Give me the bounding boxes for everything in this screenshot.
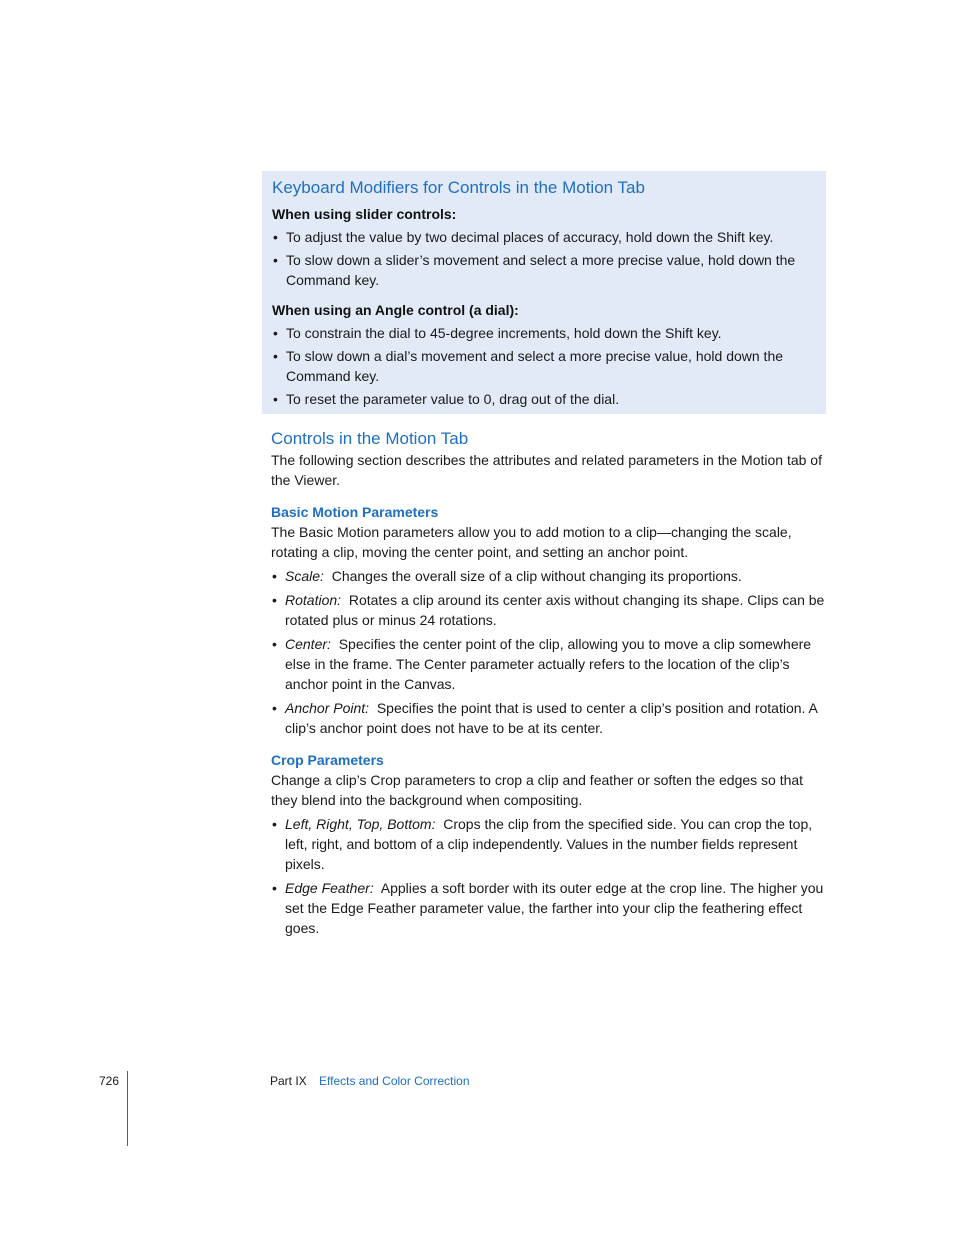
main-content — [271, 428, 827, 938]
list-item — [271, 814, 827, 874]
slider-controls-list — [272, 227, 816, 290]
keyboard-modifiers-sidebar — [262, 171, 826, 414]
section-title: Controls in the Motion Tab — [271, 429, 469, 448]
crop-heading: Crop Parameters — [271, 752, 384, 768]
part-label: Part IX — [270, 1074, 307, 1088]
term-sides: Left, Right, Top, Bottom: — [285, 816, 436, 832]
list-item: • To adjust the value by two decimal places of accuracy, hold down the Shift key. — [272, 227, 816, 247]
part-title-link[interactable]: Effects and Color Correction — [319, 1074, 470, 1088]
page-number: 726 — [99, 1074, 120, 1088]
list-item: • To reset the parameter value to 0, drag out of the dial. — [272, 389, 816, 409]
term-center: Center: — [285, 636, 331, 652]
desc-edge-feather: Applies a soft border with its outer edge at the crop line. The higher you set the Edge Feather parameter value, the farther into your clip the feathering effect goes. — [285, 880, 824, 936]
term-edge-feather: Edge Feather: — [285, 880, 374, 896]
crop-intro: Change a clip’s Crop parameters to crop a clip and feather or soften the edges so that they blend into the background when compositing. — [271, 772, 804, 808]
list-item: • To constrain the dial to 45-degree increments, hold down the Shift key. — [272, 323, 816, 343]
basic-motion-heading: Basic Motion Parameters — [271, 504, 439, 520]
list-item: • To slow down a dial’s movement and select a more precise value, hold down the Command key. — [272, 346, 816, 386]
term-anchor-point: Anchor Point: — [285, 700, 370, 716]
list-item: • To slow down a slider’s movement and select a more precise value, hold down the Command key. — [272, 250, 816, 290]
section-intro: The following section describes the attributes and related parameters in the Motion tab of the Viewer. — [271, 452, 822, 488]
basic-motion-list — [271, 566, 827, 738]
list-item — [271, 878, 827, 938]
desc-scale: Changes the overall size of a clip without changing its proportions. — [331, 568, 742, 584]
list-item — [271, 698, 827, 738]
angle-control-list — [272, 323, 816, 409]
basic-motion-intro: The Basic Motion parameters allow you to add motion to a clip—changing the scale, rotating a clip, moving the center point, and setting an anchor point. — [271, 524, 792, 560]
sidebar-title: Keyboard Modifiers for Controls in the Motion Tab — [272, 178, 645, 197]
desc-center: Specifies the center point of the clip, allowing you to move a clip somewhere else in the frame. The Center parameter actually refers to the location of the clip’s anchor point in the Canvas. — [285, 636, 812, 692]
list-item — [271, 590, 827, 630]
desc-anchor-point: Specifies the point that is used to center a clip’s position and rotation. A clip’s anchor point does not have to be at its center. — [285, 700, 818, 736]
list-item — [271, 566, 827, 586]
slider-controls-label: When using slider controls: — [272, 206, 457, 222]
term-scale: Scale: — [285, 568, 324, 584]
crop-list — [271, 814, 827, 938]
desc-rotation: Rotates a clip around its center axis without changing its shape. Clips can be rotated plus or minus 24 rotations. — [285, 592, 825, 628]
desc-sides: Crops the clip from the specified side. You can crop the top, left, right, and bottom of a clip independently. Values in the number fields represent pixels. — [285, 816, 813, 872]
list-item — [271, 634, 827, 694]
term-rotation: Rotation: — [285, 592, 342, 608]
footer-rule — [127, 1071, 128, 1146]
angle-control-label: When using an Angle control (a dial): — [272, 302, 519, 318]
